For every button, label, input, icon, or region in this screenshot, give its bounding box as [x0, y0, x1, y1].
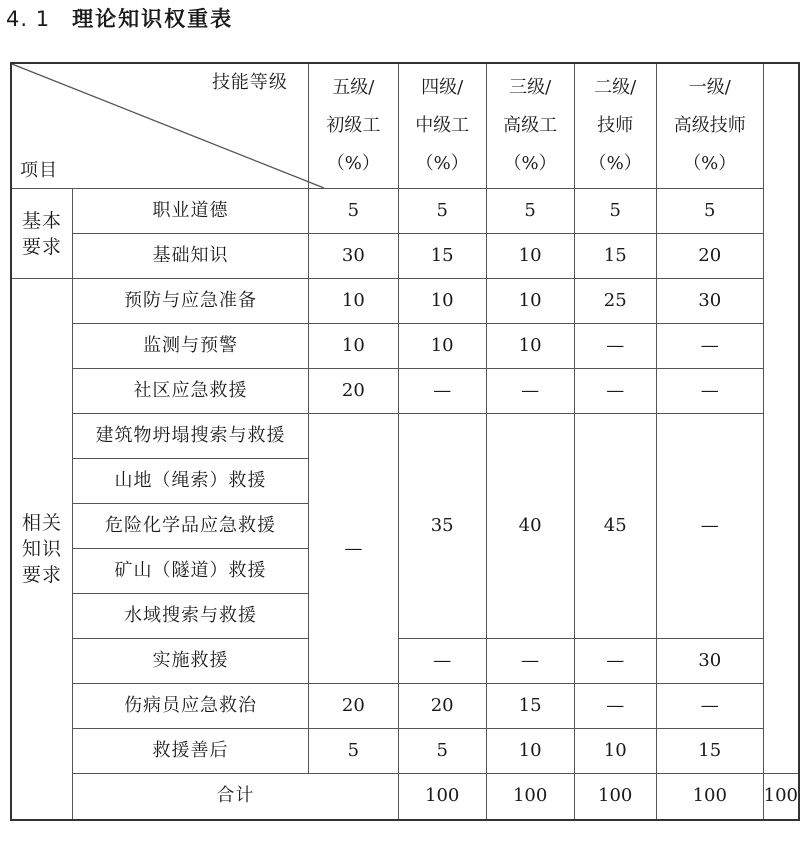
row-label: 监测与预警	[73, 324, 309, 369]
cell-value: 20	[398, 684, 486, 729]
cell-value: —	[398, 639, 486, 684]
cell-value: 100	[486, 774, 574, 820]
total-row	[11, 774, 799, 820]
header-row	[11, 63, 799, 189]
table-row	[11, 414, 799, 459]
cell-value: —	[486, 639, 574, 684]
cell-value: 10	[398, 279, 486, 324]
row-label: 山地（绳索）救援	[73, 459, 309, 504]
cell-value: 10	[308, 324, 398, 369]
cell-value: 5	[486, 189, 574, 234]
category-basic: 基本 要求	[11, 189, 73, 279]
cell-value: 10	[398, 324, 486, 369]
cell-value: 5	[308, 729, 398, 774]
row-label: 实施救援	[73, 639, 309, 684]
row-label: 职业道德	[73, 189, 309, 234]
cell-value: 25	[574, 279, 656, 324]
row-label: 救援善后	[73, 729, 309, 774]
skill-level-label: 技能等级	[211, 72, 288, 93]
cell-value: 10	[308, 279, 398, 324]
cell-value: —	[656, 324, 763, 369]
row-label: 伤病员应急救治	[73, 684, 309, 729]
cell-value: 15	[574, 234, 656, 279]
table-row	[11, 189, 799, 234]
row-label: 建筑物坍塌搜索与救援	[73, 414, 309, 459]
row-label: 基础知识	[73, 234, 309, 279]
cell-value: —	[486, 369, 574, 414]
corner-cell	[11, 63, 308, 189]
cell-value: 15	[398, 234, 486, 279]
cell-value: 20	[308, 684, 398, 729]
section-title: 理论知识权重表	[72, 7, 234, 31]
row-label: 危险化学品应急救援	[73, 504, 309, 549]
cell-value: 10	[574, 729, 656, 774]
cell-value: 10	[486, 234, 574, 279]
page-title	[6, 4, 233, 34]
weight-table	[10, 62, 800, 821]
cell-value: 5	[574, 189, 656, 234]
cell-value: —	[574, 369, 656, 414]
section-number: 4. 1	[6, 7, 51, 31]
cell-value: 100	[398, 774, 486, 820]
total-label: 合计	[73, 774, 399, 820]
cell-value: —	[574, 324, 656, 369]
merged-cell-level2: 45	[574, 414, 656, 639]
merged-cell-level3: 40	[486, 414, 574, 639]
level-header: 三级/ 高级工 （%）	[486, 63, 574, 189]
table-row	[11, 234, 799, 279]
level-header: 二级/ 技师 （%）	[574, 63, 656, 189]
level-header: 四级/ 中级工 （%）	[398, 63, 486, 189]
cell-value: —	[656, 684, 763, 729]
cell-value: —	[574, 639, 656, 684]
item-label: 项目	[20, 160, 58, 181]
cell-value: 5	[308, 189, 398, 234]
row-label: 矿山（隧道）救援	[73, 549, 309, 594]
merged-cell-level5: —	[308, 414, 398, 684]
cell-value: 5	[398, 729, 486, 774]
cell-value: 20	[656, 234, 763, 279]
cell-value: —	[656, 369, 763, 414]
row-label: 预防与应急准备	[73, 279, 309, 324]
level-header: 五级/ 初级工 （%）	[308, 63, 398, 189]
level-header: 一级/ 高级技师 （%）	[656, 63, 763, 189]
category-related: 相关 知识 要求	[11, 279, 73, 820]
cell-value: 30	[656, 639, 763, 684]
table-row	[11, 639, 799, 684]
cell-value: 5	[656, 189, 763, 234]
merged-cell-level1: —	[656, 414, 763, 639]
table-row	[11, 684, 799, 729]
cell-value: 10	[486, 279, 574, 324]
cell-value: 15	[656, 729, 763, 774]
cell-value: 5	[398, 189, 486, 234]
cell-value: 20	[308, 369, 398, 414]
cell-value: 30	[656, 279, 763, 324]
cell-value: —	[398, 369, 486, 414]
table-row	[11, 279, 799, 324]
table-row	[11, 369, 799, 414]
cell-value: 30	[308, 234, 398, 279]
table-row	[11, 729, 799, 774]
cell-value: 10	[486, 729, 574, 774]
cell-value: 15	[486, 684, 574, 729]
merged-cell-level4: 35	[398, 414, 486, 639]
cell-value: 100	[763, 774, 799, 820]
table-row	[11, 324, 799, 369]
cell-value: 100	[656, 774, 763, 820]
row-label: 水域搜索与救援	[73, 594, 309, 639]
cell-value: 10	[486, 324, 574, 369]
row-label: 社区应急救援	[73, 369, 309, 414]
cell-value: 100	[574, 774, 656, 820]
weight-table-wrapper	[10, 62, 800, 821]
cell-value: —	[574, 684, 656, 729]
